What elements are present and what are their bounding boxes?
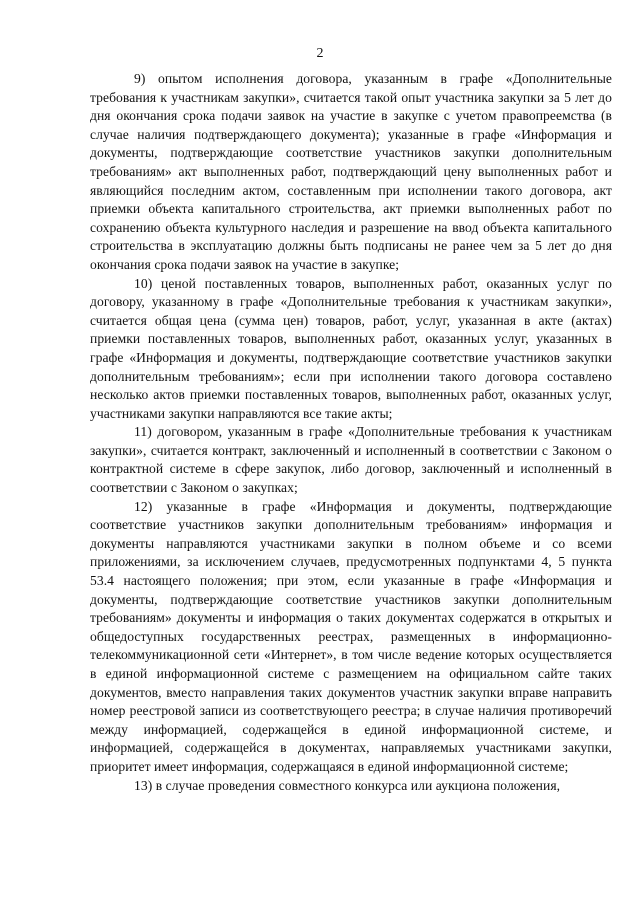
paragraph-item-10: 10) ценой поставленных товаров, выполненных работ, оказанных услуг по договору, указанному в графе «Дополнительные требования к участникам закупки», считается общая цена (сумма цен) товаров, работ, услуг, указанная в акте (актах) приемки поставленных товаров, выполненных работ, оказанных услуг, указанных в графе «Информация и документы, подтверждающие соответствие участников закупки дополнительным требованиям»; если при исполнении такого договора составлено несколько актов приемки поставленных товаров, выполненных работ, оказанных услуг, участниками закупки направляются все такие акты; [90,275,612,421]
paragraph-item-13: 13) в случае проведения совместного конкурса или аукциона положения, [134,777,561,793]
document-body [90,70,612,795]
page-number: 2 [316,46,324,61]
paragraph-item-11: 11) договором, указанным в графе «Дополнительные требования к участникам закупки», считается контракт, заключенный и исполненный в соответствии с Законом о контрактной системе в сфере закупок, либо договор, заключенный и исполненный в соответствии с Законом о закупках; [90,424,612,496]
paragraph-item-12: 12) указанные в графе «Информация и документы, подтверждающие соответствие участников закупки дополнительным требованиям» информация и документы направляются участниками закупки в полном объеме и со всеми приложениями, за исключением случаев, предусмотренных подпунктами 4, 5 пункта 53.4 настоящего положения; при этом, если указанные в графе «Информация и документы, подтверждающие соответствие участников закупки дополнительным требованиям» документы и информация о таких документах содержатся в открытых и общедоступных государственных реестрах, размещенных в информационно-телекоммуникационной сети «Интернет», в том числе ведение которых осуществляется в единой информационной системе с размещением на официальном сайте таких документов, вместо направления таких документов участник закупки вправе направить номер реестровой записи из соответствующего реестра; в случае наличия противоречий между информацией, содержащейся в единой информационной системе, и информацией, содержащейся в документах, направляемых участниками закупки, приоритет имеет информация, содержащаяся в единой информационной системе; [90,498,612,774]
paragraph-item-9: 9) опытом исполнения договора, указанным в графе «Дополнительные требования к участникам закупки», считается такой опыт участника закупки за 5 лет до дня окончания срока подачи заявок на участие в закупке с учетом правопреемства (в случае наличия подтверждающего документа); указанные в графе «Информация и документы, подтверждающие соответствие участников закупки дополнительным требованиям» акт выполненных работ, подтверждающий цену выполненных работ и являющийся последним актом, составленным при исполнении такого договора, акт приемки объекта капитального строительства, акт приемки выполненных работ по сохранению объекта культурного наследия и разрешение на ввод объекта капитального строительства в эксплуатацию должны быть подписаны не ранее чем за 5 лет до дня окончания срока подачи заявок на участие в закупке; [90,71,612,272]
